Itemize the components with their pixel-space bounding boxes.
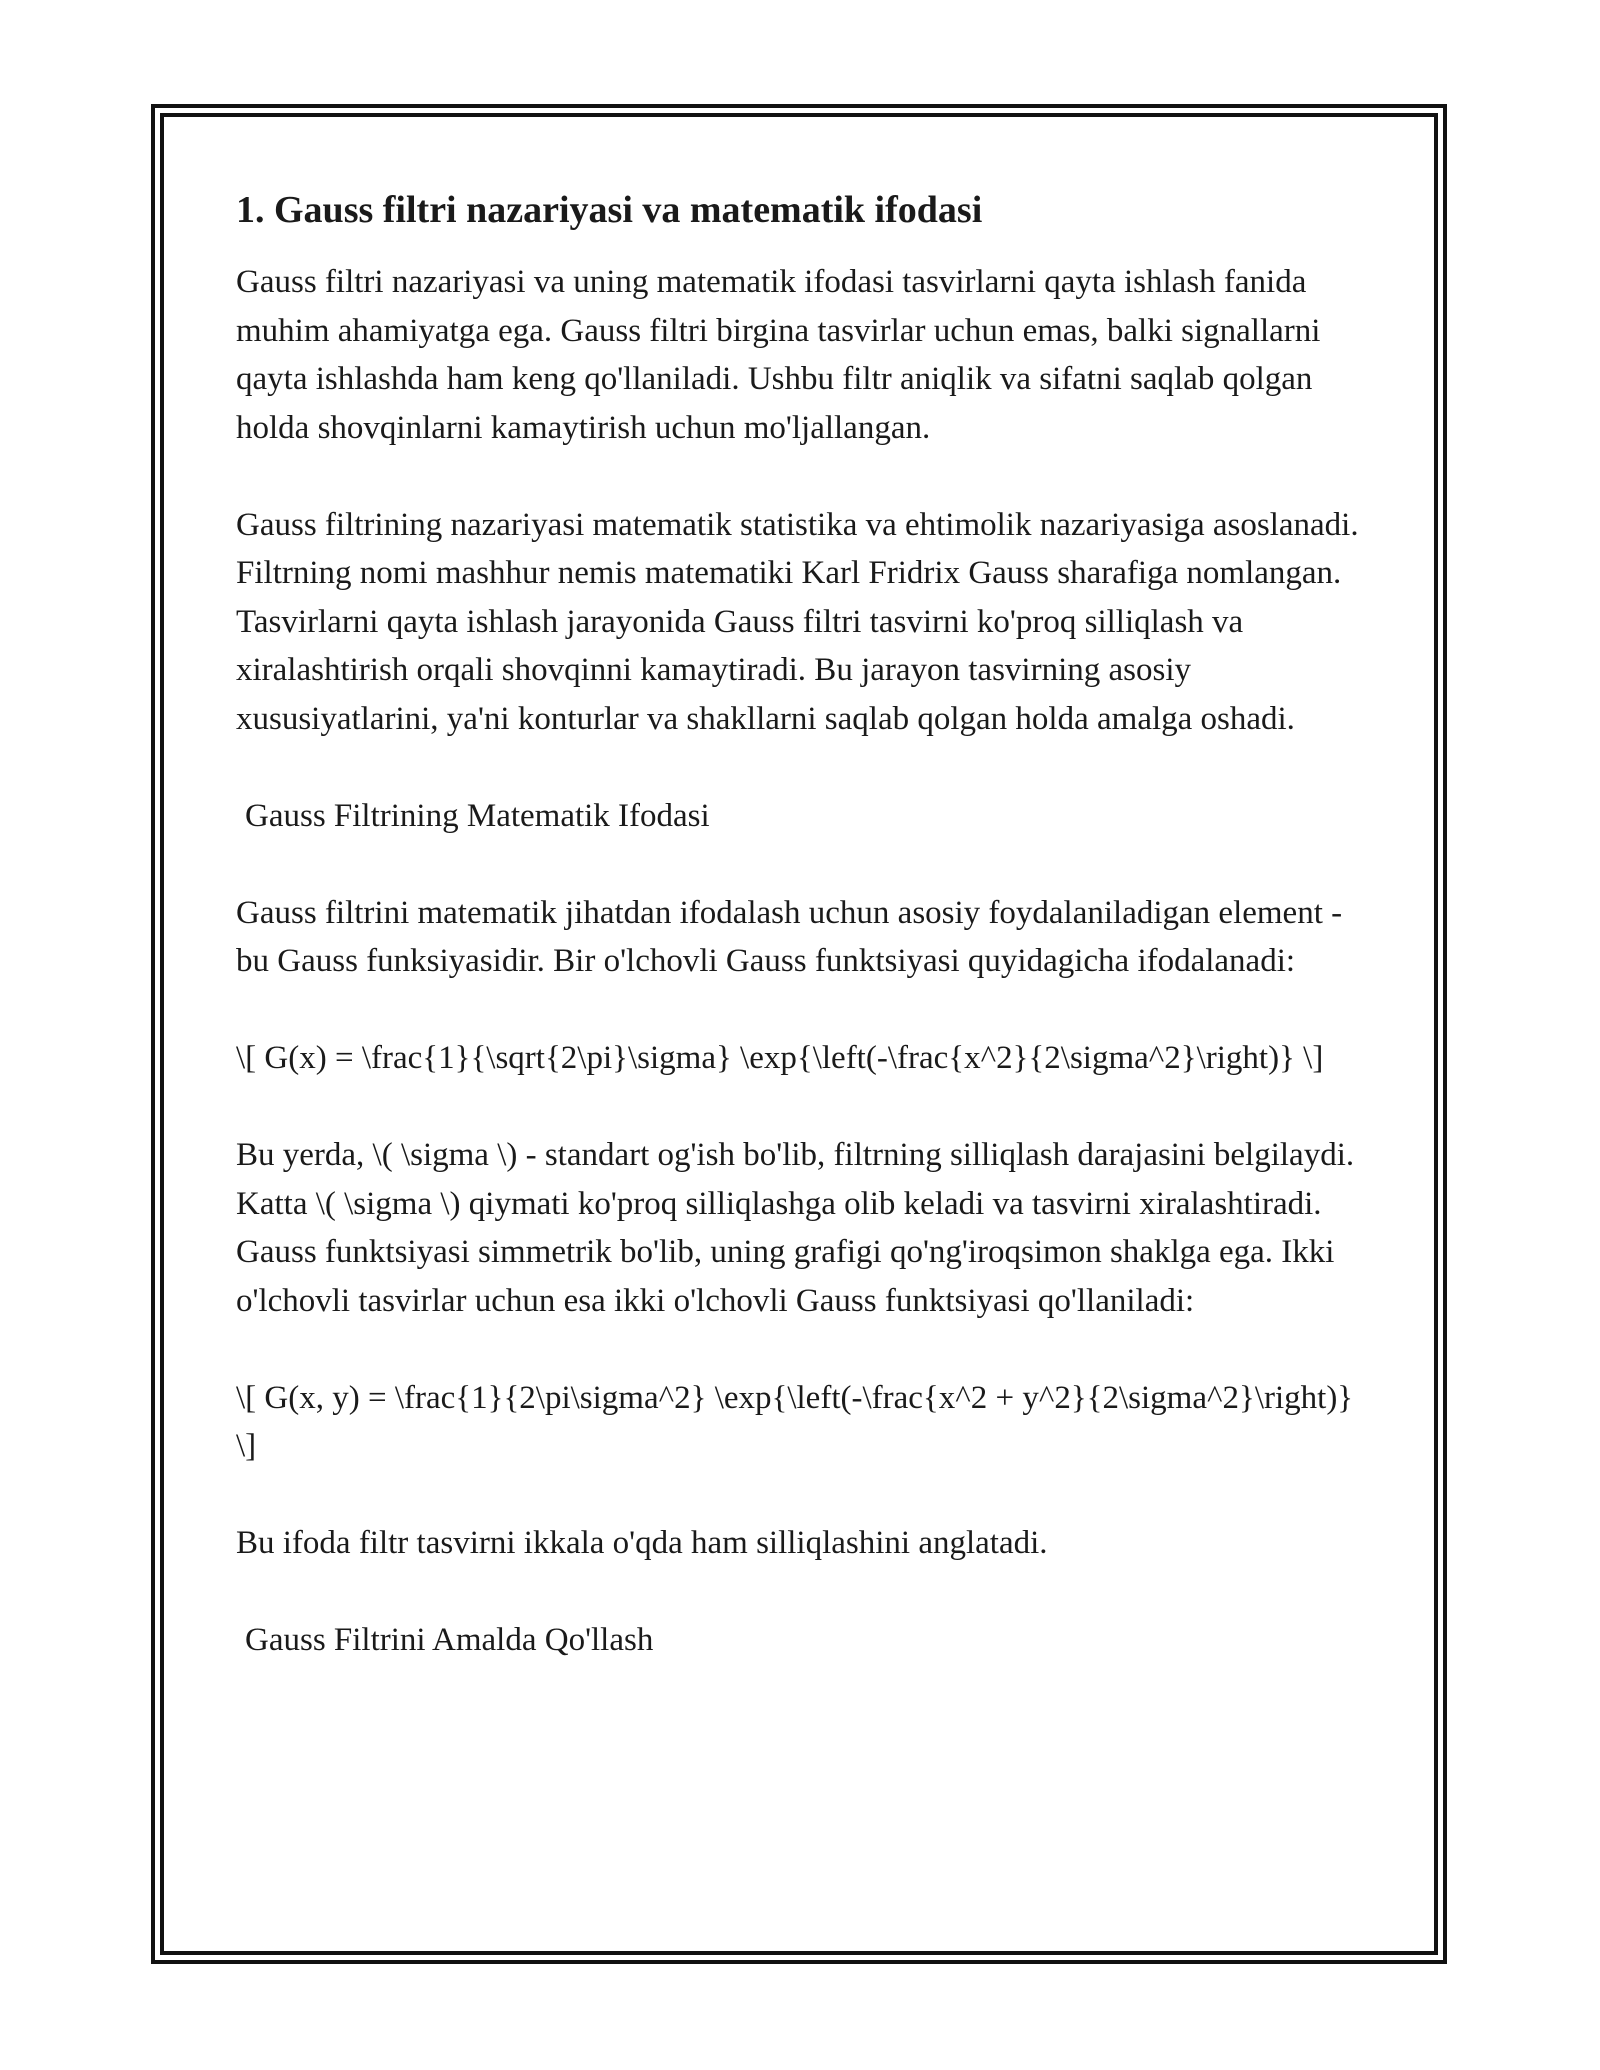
- document-body: [236, 186, 1376, 1665]
- paragraph-theory: Gauss filtrining nazariyasi matematik statistika va ehtimolik nazariyasiga asoslanadi. Filtrning nomi mashhur nemis matematiki Karl Fridrix Gauss sharafiga nomlangan. Tasvirlarni qayta ishlash jarayonida Gauss filtri tasvirni ko'proq silliqlash va xiralashtirish orqali shovqinni kamaytiradi. Bu jarayon tasvirning asosiy xususiyatlarini, ya'ni konturlar va shakllarni saqlab qolgan holda amalga oshadi.: [236, 506, 1359, 737]
- paragraph-intro: Gauss filtri nazariyasi va uning matematik ifodasi tasvirlarni qayta ishlash fanida muhim ahamiyatga ega. Gauss filtri birgina tasvirlar uchun emas, balki signallarni qayta ishlashda ham keng qo'llaniladi. Ushbu filtr aniqlik va sifatni saqlab qolgan holda shovqinlarni kamaytirish uchun mo'ljallangan.: [236, 264, 1321, 446]
- paragraph-sigma: Bu yerda, \( \sigma \) - standart og'ish bo'lib, filtrning silliqlash darajasini belgilaydi. Katta \( \sigma \) qiymati ko'proq silliqlashga olib keladi va tasvirni xiralashtiradi. Gauss funktsiyasi simmetrik bo'lib, uning grafigi qo'ng'iroqsimon shaklga ega. Ikki o'lchovli tasvirlar uchun esa ikki o'lchovli Gauss funktsiyasi qo'llaniladi:: [236, 1137, 1355, 1319]
- section-title: 1. Gauss filtri nazariyasi va matematik ifodasi: [236, 189, 983, 231]
- subheading-practical-use: Gauss Filtrini Amalda Qo'llash: [245, 1622, 654, 1658]
- formula-2d: \[ G(x, y) = \frac{1}{2\pi\sigma^2} \exp{\left(-\frac{x^2 + y^2}{2\sigma^2}\right)} \]: [236, 1379, 1354, 1464]
- subheading-math-expression: Gauss Filtrining Matematik Ifodasi: [245, 797, 710, 834]
- formula-1d: \[ G(x) = \frac{1}{\sqrt{2\pi}\sigma} \exp{\left(-\frac{x^2}{2\sigma^2}\right)} \]: [236, 1040, 1324, 1076]
- paragraph-both-axes: Bu ifoda filtr tasvirni ikkala o'qda ham silliqlashini anglatadi.: [236, 1525, 1048, 1561]
- paragraph-gauss-function: Gauss filtrini matematik jihatdan ifodalash uchun asosiy foydalaniladigan element - bu Gauss funksiyasidir. Bir o'lchovli Gauss funktsiyasi quyidagicha ifodalanadi:: [236, 894, 1343, 979]
